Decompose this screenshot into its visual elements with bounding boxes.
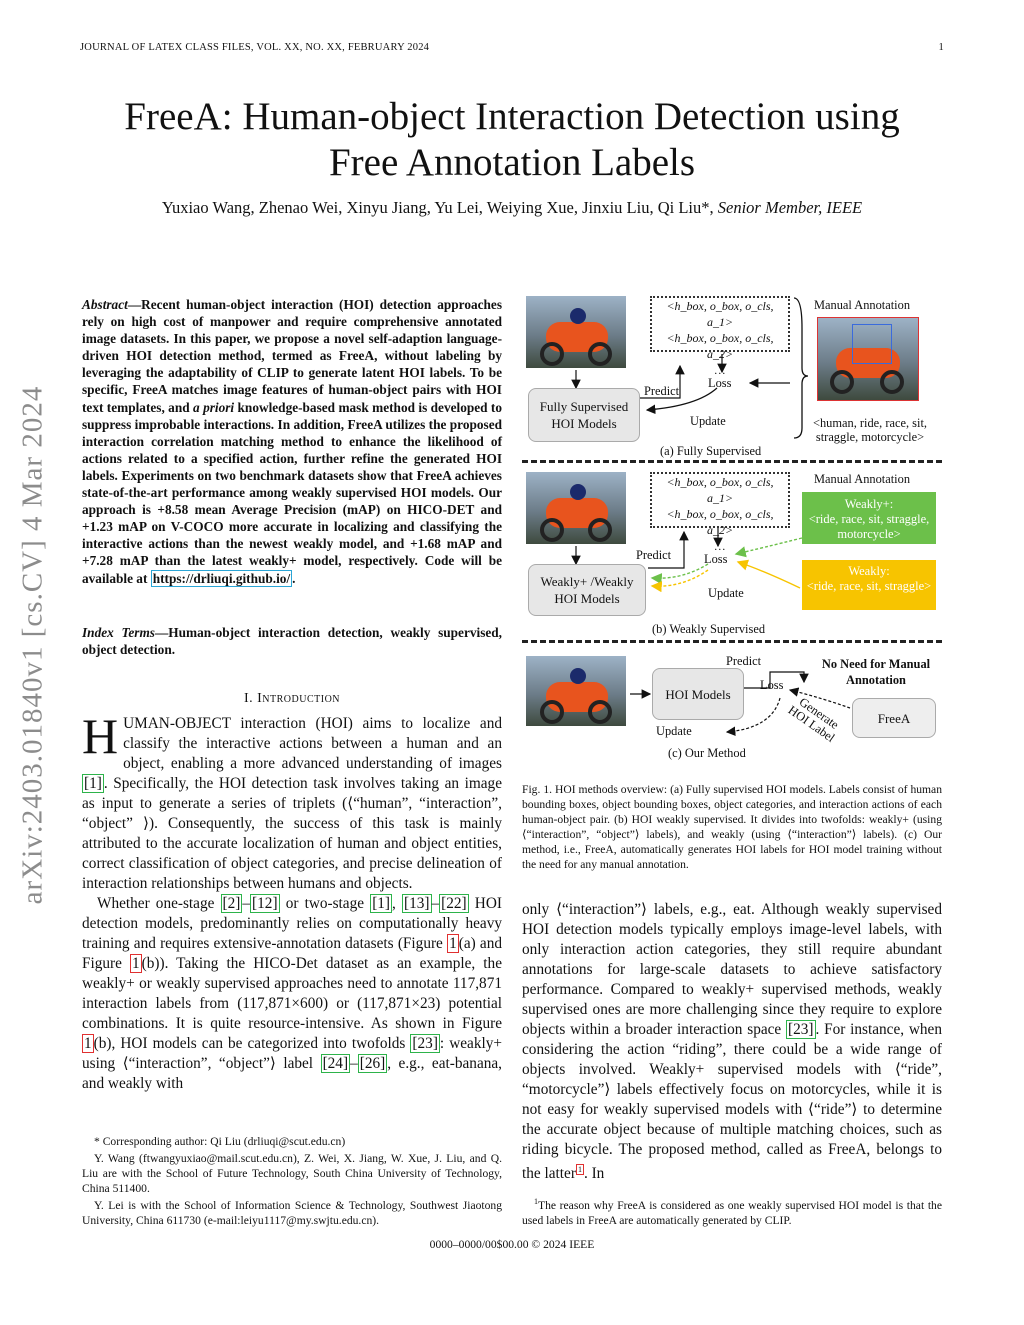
citation-link[interactable]: [22]: [441, 895, 467, 912]
predict-label: Predict: [636, 548, 672, 562]
citation-link[interactable]: [1]: [84, 775, 102, 792]
weakly-plus-label-box: [802, 492, 936, 544]
hoi-models-box: HOI Models: [652, 668, 744, 720]
figure-link[interactable]: 1: [449, 935, 457, 952]
freea-box: FreeA: [852, 698, 936, 738]
footnote-mark: 1: [534, 1197, 538, 1206]
intro-paragraph-1: [82, 708, 502, 894]
intro-text: , e.g., eat-banana, and weakly with: [82, 1055, 502, 1092]
fully-supervised-model: Fully Supervised HOI Models: [528, 388, 640, 442]
tuple-line: <h_box, o_box, o_cls, a_2>: [666, 331, 774, 361]
loss-label: Loss: [704, 552, 728, 566]
motorcycle-photo: [526, 656, 626, 726]
section-heading: [82, 691, 502, 707]
abstract-apriori: a priori: [193, 399, 235, 415]
intro-text: (b)). Taking the HICO-Det dataset as an example, the weakly+ or weakly supervised approaches need to annotate 117,871 interaction labels from (117,871×600) or (117,871×23) potential combinations. It is quite resource-intensive. As shown in Figure: [82, 955, 502, 1032]
intro-text: or two-stage: [285, 895, 365, 912]
figure-caption: [522, 782, 942, 872]
panel-b-caption: (b) Weakly Supervised: [652, 622, 766, 636]
paper-title: [80, 94, 944, 186]
code-link[interactable]: https://drliuqi.github.io/: [152, 570, 291, 586]
arxiv-stamp: [6, 355, 60, 935]
abstract-label: Abstract: [82, 297, 128, 312]
footnote-affiliation-2: Y. Lei is with the School of Information Science & Technology, Southwest Jiaotong University, China 611730 (e-mail:leiyu1117@my.swjtu.edu.cn).: [82, 1199, 502, 1227]
page-number: 1: [938, 42, 944, 53]
generate-label-text: Generate HOI Label: [785, 694, 842, 745]
index-terms: [82, 624, 502, 658]
update-label: Update: [690, 414, 726, 428]
footnotes: [82, 1134, 502, 1230]
motorcycle-photo: [526, 296, 626, 368]
arrow: [738, 562, 800, 588]
intro-text: Whether one-stage: [97, 895, 215, 912]
figure-link[interactable]: 1: [84, 1035, 92, 1052]
update-label: Update: [656, 724, 692, 738]
manual-label-text: <human, ride, race, sit, straggle, motorcycle>: [813, 416, 927, 444]
footnote-link[interactable]: 1: [577, 1165, 582, 1174]
citation-link[interactable]: [1]: [372, 895, 391, 912]
weakly-label-box: [802, 560, 936, 610]
weakly-plus-value: <ride, race, sit, straggle, motorcycle>: [808, 512, 930, 541]
running-title: JOURNAL OF LATEX CLASS FILES, VOL. XX, NO. XX, FEBRUARY 2024: [80, 42, 430, 53]
citation-link[interactable]: [26]: [359, 1055, 386, 1072]
caption-text: HOI methods overview: (a) Fully supervised HOI models. Labels consist of human bounding boxes, object bounding boxes, object categories, and interaction actions of each human-object pair. (b) HOI weakly supervised. It divides into twofolds: weakly+ (using ⟨“interaction”, “object”⟩ labels), and weakly (using ⟨“interaction”⟩ labels). (c) Our method, i.e., FreeA, automatically generates HOI labels for HOI model training without the need for any manual annotation.: [522, 783, 942, 871]
weak-model: Weakly+ /Weakly HOI Models: [528, 564, 646, 616]
predict-label: Predict: [726, 654, 762, 668]
citation-link[interactable]: [23]: [788, 1021, 814, 1038]
authors-names: Yuxiao Wang, Zhenao Wei, Xinyu Jiang, Yu Lei, Weiying Xue, Jinxiu Liu, Qi Liu*,: [161, 198, 714, 217]
index-terms-text: —Human-object interaction detection, weakly supervised, object detection.: [82, 625, 502, 658]
update-label: Update: [708, 586, 744, 600]
caption-label: Fig. 1.: [522, 783, 553, 796]
section-title: Introduction: [257, 691, 341, 706]
panel-c-caption: (c) Our Method: [668, 746, 746, 760]
citation-link[interactable]: [2]: [222, 895, 241, 912]
hoi-tuple-box: [650, 472, 790, 553]
abstract-text-1: —Recent human-object interaction (HOI) detection approaches rely on high cost of manpower and require comprehensive annotated image datasets. In this paper, we propose a novel self-adaption language-driven HOI detection method, termed as FreeA, without labeling by leveraging the adaptability of CLIP to generate latent HOI labels. To be specific, FreeA matches image features of human-object pairs with HOI text templates, and: [82, 297, 502, 415]
abstract-text-2: knowledge-based mask method is developed to suppress improbable interactions. In addition, FreeA utilizes the proposed interaction correlation matching method to enhance the likelihood of actions related to a specified action, further refine the generated HOI labels. Experiments on two benchmark datasets show that FreeA achieves state-of-the-art performance among weakly supervised HOI models. Our approach is +8.58 mean Average Precision (mAP) on HICO-DET and +1.23 mAP on V-COCO more accurate in localizing and classifying the interactive actions than the newest weakly model, and +1.68 mAP and +7.28 mAP than the latest weakly+ model, respectively. Code will be available at: [82, 399, 503, 586]
right-footnote: [522, 1194, 942, 1228]
right-column-text: [522, 900, 942, 1184]
loss-label: Loss: [708, 376, 732, 390]
loss-label: Loss: [760, 678, 784, 692]
intro-text: UMAN-OBJECT interaction (HOI) aims to localize and classify the interactive actions between a human and an object, enabling a more advanced understanding of images: [123, 715, 502, 772]
tuple-line: <h_box, o_box, o_cls, a_1>: [666, 299, 774, 329]
intro-text: HOI detection models, predominantly relies on computationally heavy training and requires extensive-annotation datasets (Figure: [82, 895, 502, 952]
panel-a-caption: (a) Fully Supervised: [660, 444, 762, 458]
body-text: . For instance, when considering the action “riding”, there could be a wide range of objects involved. Weakly+ supervised models with ⟨“ride”, “motorcycle”⟩ labels effectively focus on motorcycles, while it is not easy for weakly supervised models with ⟨“ride”⟩ to determine the accurate object because of multiple matching choices, such as riding bicycle. The proposed method, called as FreeA, belongs to the latter: [522, 1021, 942, 1183]
footnote-affiliation-1: Y. Wang (ftwangyuxiao@mail.scut.edu.cn), Z. Wei, X. Jiang, W. Xue, J. Liu, and Q. Liu are with the School of Future Technology, South China University of Technology, China 511400.: [82, 1152, 502, 1195]
citation-link[interactable]: [24]: [322, 1055, 349, 1072]
arrow: [652, 564, 708, 578]
hoi-tuple-box: [650, 296, 790, 377]
tuple-line: <h_box, o_box, o_cls, a_2>: [666, 507, 774, 537]
copyright-line: 0000–0000/00$00.00 © 2024 IEEE: [429, 1238, 595, 1251]
drop-cap: H: [82, 708, 119, 764]
intro-text: : weakly+ using ⟨“interaction”, “object”⟩ label: [82, 1035, 503, 1072]
manual-annotation-label: Manual Annotation: [814, 298, 911, 312]
section-number: I.: [243, 691, 254, 706]
introduction-text: [82, 708, 503, 1094]
intro-text: (b), HOI models can be categorized into twofolds: [93, 1035, 406, 1052]
body-text: only ⟨“interaction”⟩ labels, e.g., eat. Although weakly supervised HOI detection models typically employs image-level labels, with only interaction action categories, they still require abundant annotations for large-scale datasets to achieve satisfactory performance. Compared to weakly+ supervised methods, weakly supervised ones are more challenging since they require to explore objects within a broader interaction space: [522, 901, 942, 1038]
arxiv-id: arXiv:2403.01840v1 [cs.CV] 4 Mar 2024: [16, 385, 49, 905]
figure-1: [522, 288, 942, 768]
tuple-ellipsis: …: [714, 363, 726, 377]
motorcycle-photo: [526, 472, 626, 544]
panel-divider: [522, 640, 942, 643]
tuple-line: <h_box, o_box, o_cls, a_1>: [666, 475, 774, 505]
predict-label: Predict: [644, 384, 680, 398]
manual-annotation-label: Manual Annotation: [814, 472, 911, 486]
authors-suffix: Senior Member, IEEE: [717, 198, 863, 217]
weakly-plus-title: Weakly+:: [844, 497, 894, 511]
citation-link[interactable]: [13]: [404, 895, 430, 912]
intro-paragraph-2: Whether one-stage [2] – [12] or two-stage [1] , [13] – [22] HOI detection models, predominantly relies on computationally heavy training and requires extensive-annotation datasets (Figure 1 (a) and Figure 1 (b)). Taking the HICO-Det dataset as an example, the weakly+ or weakly supervised approaches need to annotate 117,871 interaction labels from (117,871×600) or (117,871×23) potential combinations. It is quite resource-intensive. As shown in Figure 1 (b), HOI models can be categorized into twofolds [23] : weakly+ using ⟨“interaction”, “object”⟩ label [24] – [26] , e.g., eat-banana, and weakly with: [82, 895, 503, 1092]
intro-text: (a) and Figure: [82, 935, 503, 972]
footnote-corresponding: * Corresponding author: Qi Liu (drliuqi@scut.edu.cn): [94, 1135, 346, 1148]
citation-link[interactable]: [12]: [252, 895, 278, 912]
title-line-1: FreeA: Human-object Interaction Detection using: [124, 95, 900, 138]
citation-link[interactable]: [23]: [412, 1035, 438, 1052]
annotated-photo: [818, 318, 918, 400]
body-text: . In: [583, 1165, 605, 1183]
weakly-title: Weakly:: [848, 564, 890, 578]
footnote-text: The reason why FreeA is considered as one weakly supervised HOI model is that the used labels in FreeA are automatically generated by CLIP.: [522, 1198, 942, 1227]
panel-divider: [522, 460, 942, 463]
weakly-value: <ride, race, sit, straggle>: [806, 579, 932, 593]
intro-text: . Specifically, the HOI detection task involves taking an image as input to generate a series of triplets (⟨“human”, “interaction”, “object” ⟩). Consequently, the success of this task is mainly attributed to the accurate localization of human and object entities, correct classification of object categories, and precise delineation of interaction relationships between humans and objects.: [82, 775, 502, 892]
author-list: [60, 198, 964, 218]
tuple-ellipsis: …: [714, 539, 726, 553]
index-terms-label: Index Terms: [82, 625, 155, 640]
abstract-end: .: [292, 570, 296, 586]
abstract: [82, 296, 502, 587]
no-need-annotation-label: No Need for Manual Annotation: [821, 657, 931, 687]
title-line-2: Free Annotation Labels: [328, 141, 696, 184]
running-header: [80, 42, 944, 58]
figure-link[interactable]: 1: [132, 955, 140, 972]
